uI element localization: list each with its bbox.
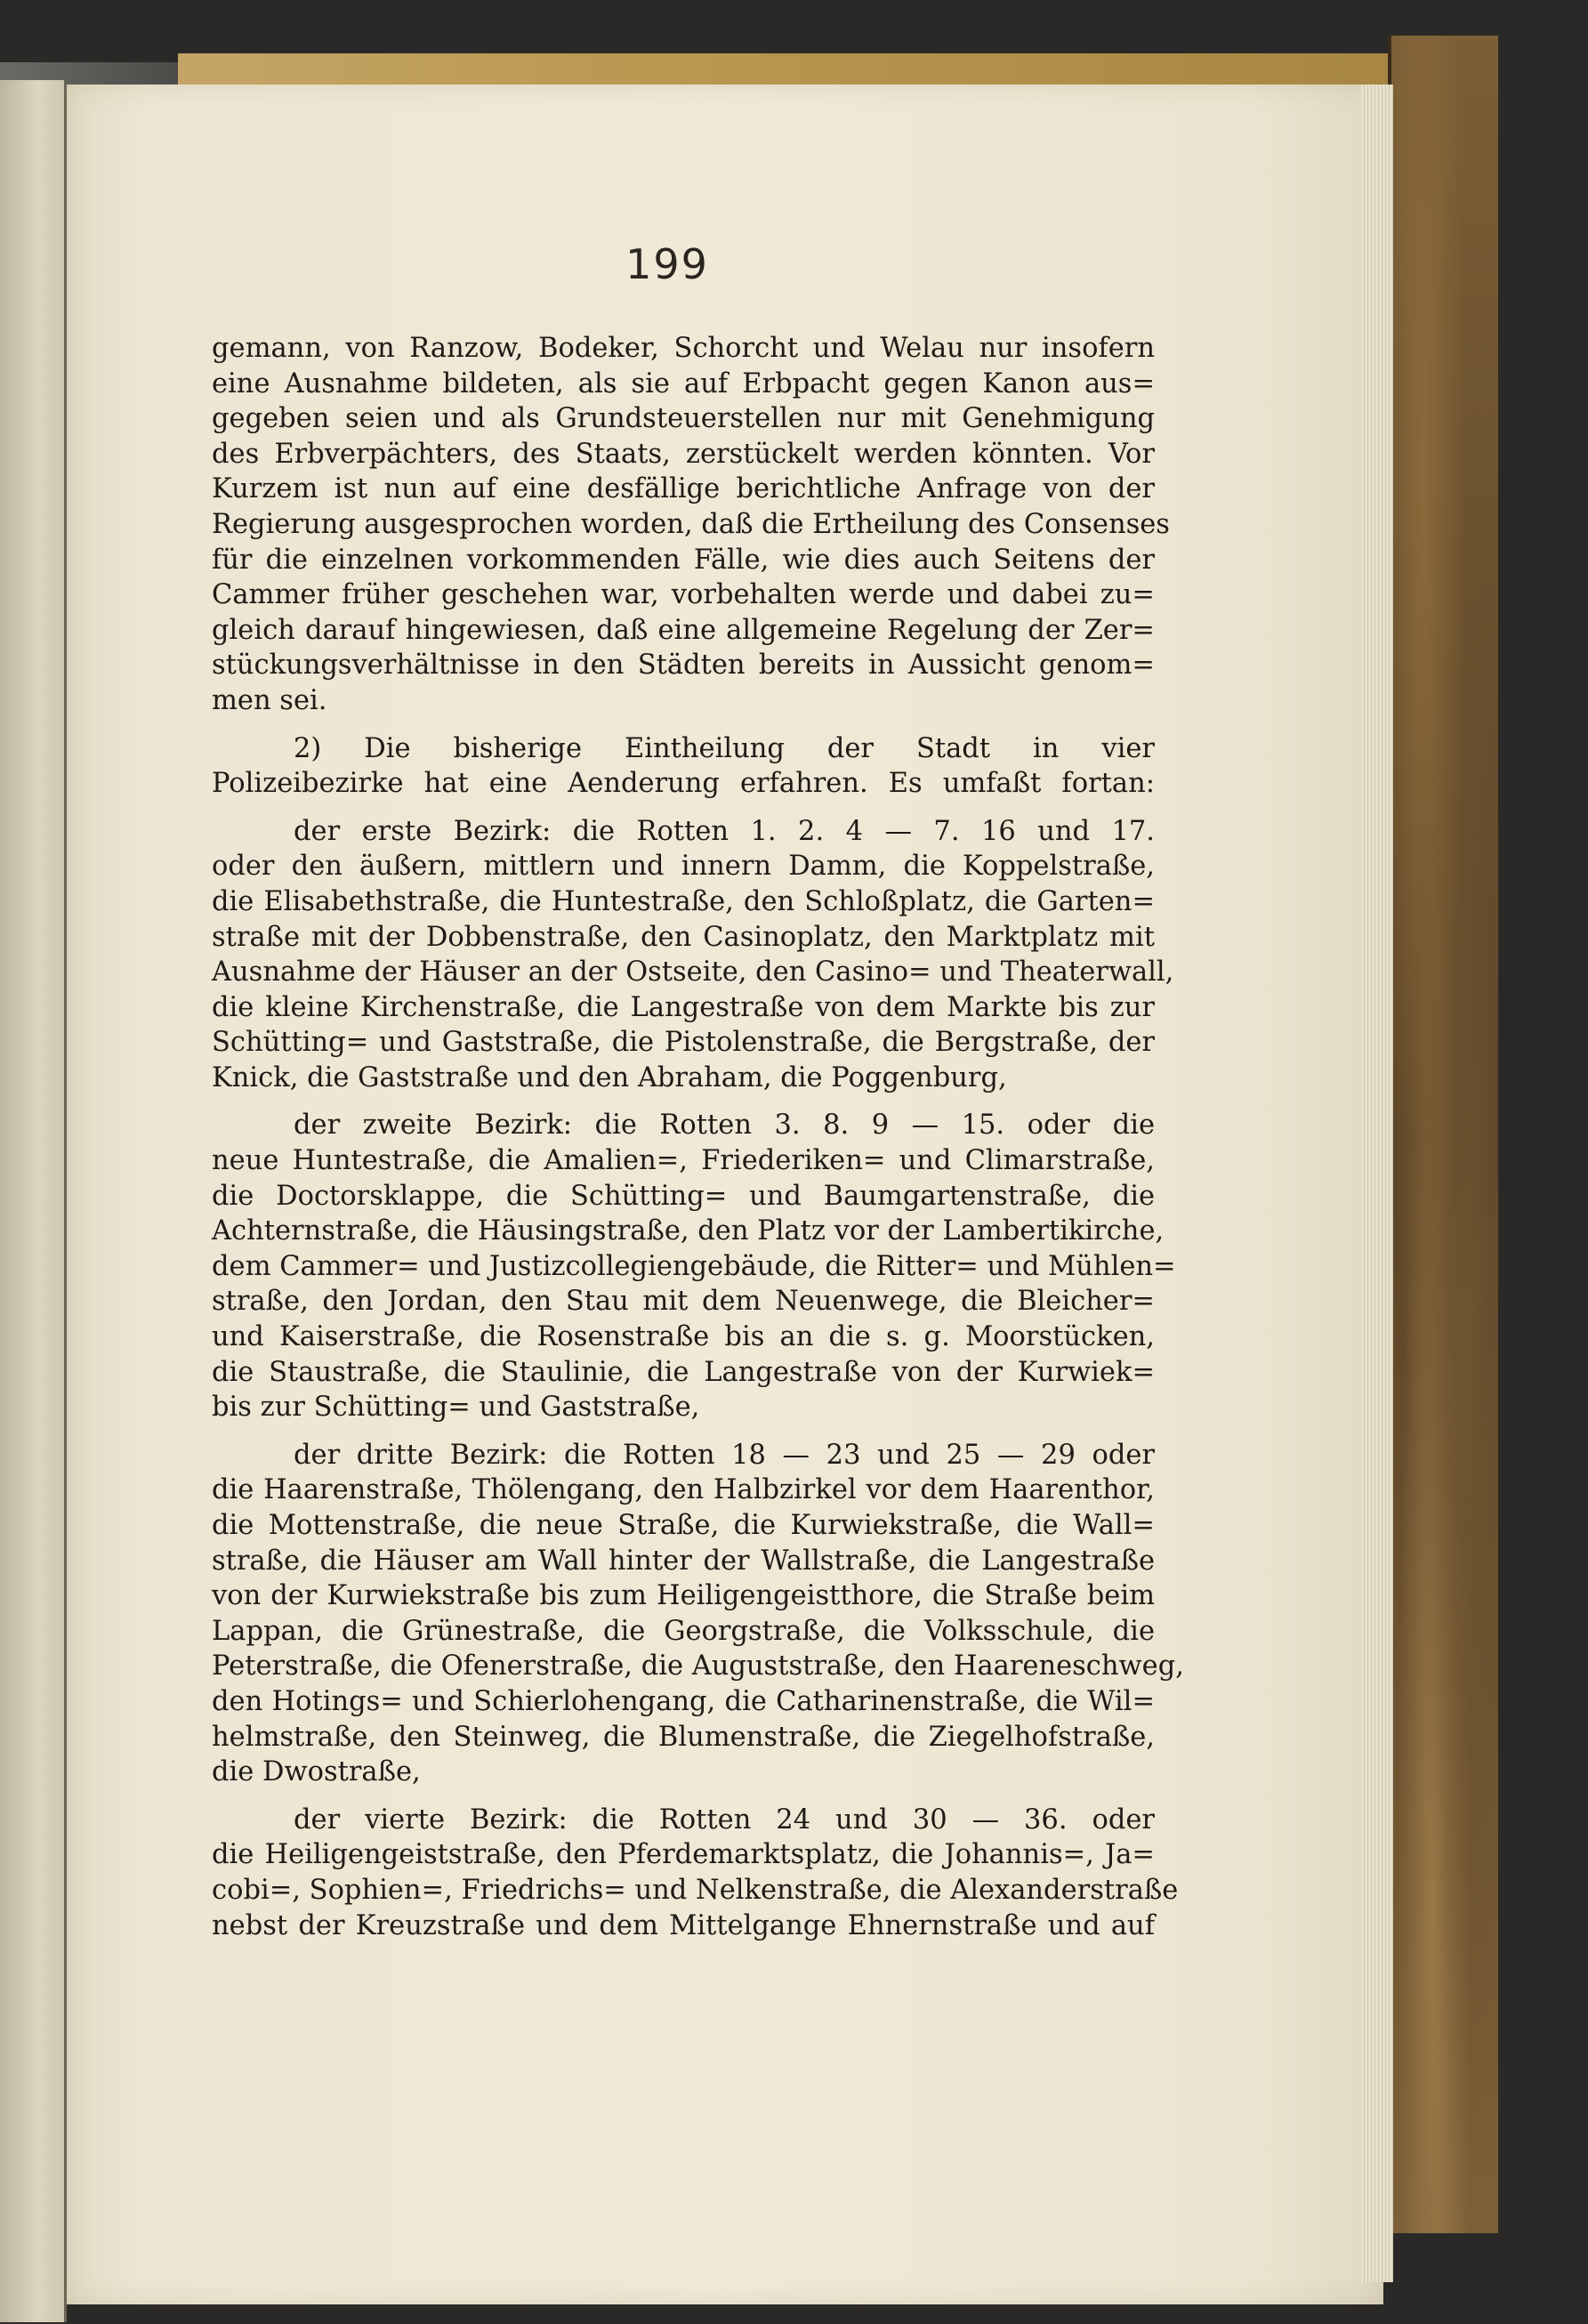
text-line: der zweite Bezirk: die Rotten 3. 8. 9 — 15. oder die [294, 1110, 1155, 1142]
text-line: von der Kurwiekstraße bis zum Heiligengeistthore, die Straße beim [212, 1580, 1155, 1612]
text-line: dem Cammer= und Justizcollegiengebäude, die Ritter= und Mühlen= [212, 1250, 1176, 1282]
text-line: bis zur Schütting= und Gaststraße, [212, 1392, 700, 1424]
text-line: eine Ausnahme bildeten, als sie auf Erbpacht gegen Kanon aus= [212, 367, 1155, 399]
text-line: die Doctorsklappe, die Schütting= und Baumgartenstraße, die [212, 1180, 1155, 1212]
text-line: die Mottenstraße, die neue Straße, die Kurwiekstraße, die Wall= [212, 1510, 1155, 1541]
text-line: nebst der Kreuzstraße und dem Mittelgange Ehnernstraße und auf [212, 1909, 1155, 1941]
text-line: die Staustraße, die Staulinie, die Langestraße von der Kurwiek= [212, 1356, 1155, 1388]
text-line: neue Huntestraße, die Amalien=, Friederiken= und Climarstraße, [212, 1145, 1155, 1177]
text-line: straße, den Jordan, den Stau mit dem Neuenwege, die Bleicher= [212, 1286, 1155, 1318]
text-line: Ausnahme der Häuser an der Ostseite, den Casino= und Theaterwall, [212, 956, 1174, 989]
page-edges [1361, 85, 1393, 2282]
text-line: der vierte Bezirk: die Rotten 24 und 30 — 36. oder [294, 1804, 1155, 1836]
text-line: Cammer früher geschehen war, vorbehalten werde und dabei zu= [212, 579, 1155, 611]
text-line: cobi=, Sophien=, Friedrichs= und Nelkenstraße, die Alexanderstraße [212, 1874, 1179, 1906]
marbled-cover-board [1388, 36, 1498, 2233]
text-line: Schütting= und Gaststraße, die Pistolenstraße, die Bergstraße, der [212, 1027, 1155, 1059]
text-line: Lappan, die Grünestraße, die Georgstraße, die Volksschule, die [212, 1615, 1155, 1647]
text-line: straße, die Häuser am Wall hinter der Wallstraße, die Langestraße [212, 1545, 1155, 1577]
text-line: gemann, von Ranzow, Bodeker, Schorcht und Welau nur insofern [212, 333, 1155, 364]
text-line: Knick, die Gaststraße und den Abraham, die Poggenburg, [212, 1061, 1007, 1093]
text-line: straße mit der Dobbenstraße, den Casinoplatz, den Marktplatz mit [212, 921, 1155, 953]
text-line: die kleine Kirchenstraße, die Langestraße von dem Markte bis zur [212, 991, 1155, 1023]
text-line: Kurzem ist nun auf eine desfällige berichtliche Anfrage von der [212, 473, 1155, 505]
page-number: 199 [625, 240, 709, 288]
text-line: die Elisabethstraße, die Huntestraße, den Schloßplatz, die Garten= [212, 885, 1155, 917]
paragraph-gap [212, 1425, 1155, 1438]
text-line: der erste Bezirk: die Rotten 1. 2. 4 — 7. 16 und 17. [294, 815, 1155, 847]
text-line: Achternstraße, die Häusingstraße, den Platz vor der Lambertikirche, [212, 1215, 1165, 1247]
text-line: Peterstraße, die Ofenerstraße, die Auguststraße, den Haareneschweg, [212, 1650, 1184, 1682]
text-line: oder den äußern, mittlern und innern Damm, die Koppelstraße, [212, 851, 1155, 883]
text-line: des Erbverpächters, des Staats, zerstückelt werden könnten. Vor [212, 438, 1155, 470]
text-line: und Kaiserstraße, die Rosenstraße bis an die s. g. Moorstücken, [212, 1321, 1155, 1353]
text-line: gegeben seien und als Grundsteuerstellen nur mit Genehmigung [212, 403, 1155, 435]
text-line: den Hotings= und Schierlohengang, die Catharinenstraße, die Wil= [212, 1685, 1155, 1717]
text-line: die Dwostraße, [212, 1756, 421, 1788]
text-line: gleich darauf hingewiesen, daß eine allgemeine Regelung der Zer= [212, 614, 1155, 646]
text-line: Polizeibezirke hat eine Aenderung erfahren. Es umfaßt fortan: [212, 768, 1155, 800]
paragraph-gap [212, 1790, 1155, 1803]
text-line: men sei. [212, 684, 327, 716]
paragraph-gap [212, 802, 1155, 814]
text-line: die Haarenstraße, Thölengang, den Halbzirkel vor dem Haarenthor, [212, 1474, 1155, 1506]
text-line: der dritte Bezirk: die Rotten 18 — 23 und 25 — 29 oder [294, 1439, 1155, 1471]
text-line: 2) Die bisherige Eintheilung der Stadt in vier [294, 732, 1155, 764]
text-line: die Heiligengeiststraße, den Pferdemarktsplatz, die Johannis=, Ja= [212, 1839, 1155, 1871]
previous-page-edge [0, 80, 67, 2322]
paragraph-gap [212, 719, 1155, 731]
text-line: helmstraße, den Steinweg, die Blumenstraße, die Ziegelhofstraße, [212, 1721, 1155, 1753]
text-line: für die einzelnen vorkommenden Fälle, wie dies auch Seitens der [212, 544, 1155, 576]
text-line: stückungsverhältnisse in den Städten bereits in Aussicht genom= [212, 650, 1155, 682]
paragraph-gap [212, 1095, 1155, 1108]
body-text [212, 331, 1184, 1943]
text-line: Regierung ausgesprochen worden, daß die Ertheilung des Consenses [212, 508, 1170, 540]
